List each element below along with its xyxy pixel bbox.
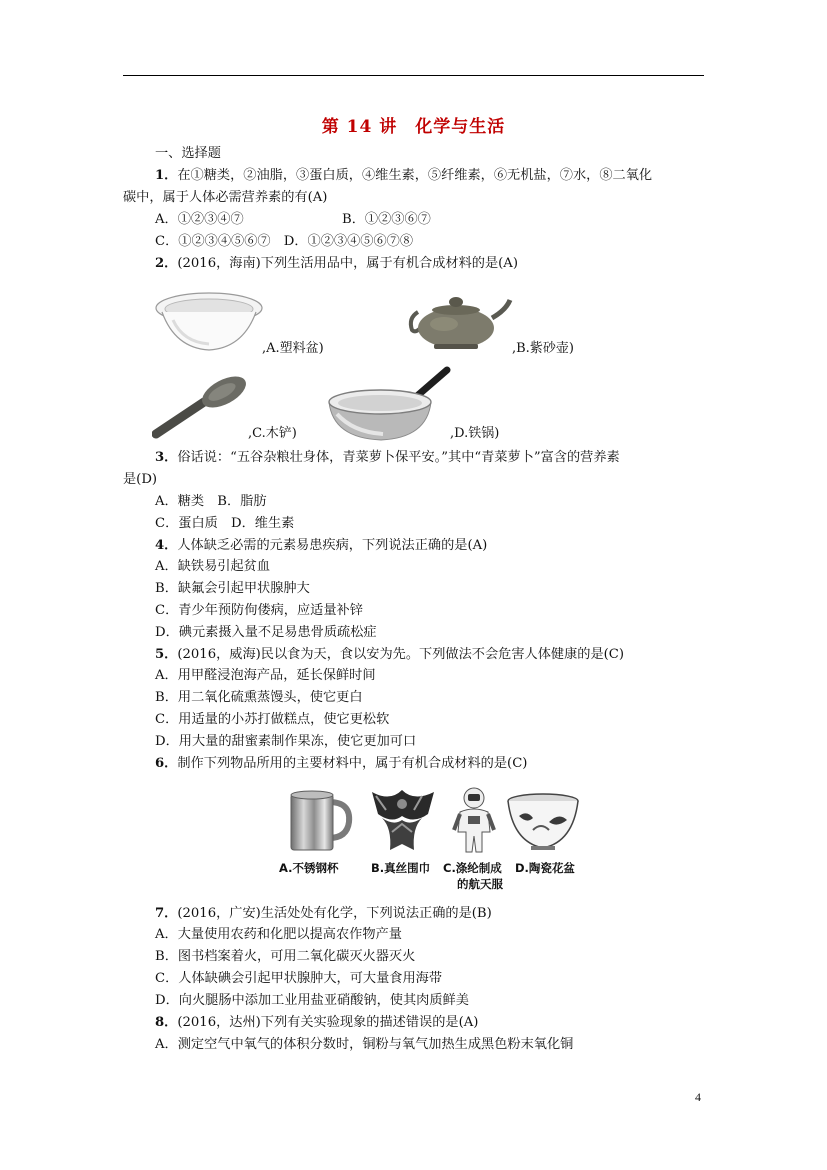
spacesuit-image xyxy=(448,786,500,856)
question-text: (2016，广安)生活处处有化学，下列说法正确的是(B) xyxy=(177,906,492,921)
question-text: 在①糖类，②油脂，③蛋白质，④维生素，⑤纤维素，⑥无机盐，⑦水，⑧二氧化 xyxy=(177,168,653,183)
caption-a: ,A.塑料盆) xyxy=(262,341,324,356)
option-b: B．缺氟会引起甲状腺肿大 xyxy=(155,581,310,596)
wooden-spatula-image xyxy=(152,376,252,440)
caption-c-line2: 的航天服 xyxy=(457,877,503,891)
option-d: D．用大量的甜蜜素制作果冻，使它更加可口 xyxy=(155,734,417,749)
question-3 xyxy=(155,448,620,468)
option-a: A．缺铁易引起贫血 xyxy=(155,559,271,574)
header-rule xyxy=(123,75,704,76)
question-4 xyxy=(155,536,487,556)
option-a: A．①②③④⑦ xyxy=(155,212,244,227)
question-6 xyxy=(155,754,527,774)
stainless-cup-image xyxy=(283,786,363,856)
iron-wok-image xyxy=(323,366,451,444)
question-text: (2016，威海)民以食为天，食以安为先。下列做法不会危害人体健康的是(C) xyxy=(177,647,625,662)
caption-b: ,B.紫砂壶) xyxy=(512,341,574,356)
section-heading: 一、选择题 xyxy=(155,146,221,161)
option-b: B．用二氧化硫熏蒸馒头，使它更白 xyxy=(155,690,363,705)
option-c: C．用适量的小苏打做糕点，使它更松软 xyxy=(155,712,390,727)
caption-b: B.真丝围巾 xyxy=(371,861,431,875)
question-8 xyxy=(155,1013,478,1033)
caption-d: ,D.铁锅) xyxy=(450,426,500,441)
question-number: 8． xyxy=(155,1015,178,1030)
caption-d: D.陶瓷花盆 xyxy=(515,861,575,875)
question-text: (2016，达州)下列有关实验现象的描述错误的是(A) xyxy=(177,1015,479,1030)
question-number: 7． xyxy=(155,906,178,921)
option-a: A．用甲醛浸泡海产品，延长保鲜时间 xyxy=(155,668,376,683)
option-b: B．图书档案着火，可用二氧化碳灭火器灭火 xyxy=(155,949,416,964)
question-7 xyxy=(155,904,492,924)
question-text: 俗话说：“五谷杂粮壮身体，青菜萝卜保平安。”其中“青菜萝卜”富含的营养素 xyxy=(177,450,620,465)
question-1 xyxy=(155,166,652,186)
option-c: C．青少年预防佝偻病，应适量补锌 xyxy=(155,603,363,618)
caption-c: ,C.木铲) xyxy=(248,426,297,441)
option-a: A．测定空气中氧气的体积分数时，铜粉与氧气加热生成黑色粉末氧化铜 xyxy=(155,1037,574,1052)
option-cd: C．①②③④⑤⑥⑦ D．①②③④⑤⑥⑦⑧ xyxy=(155,234,414,249)
page-number: 4 xyxy=(695,1090,701,1104)
option-b: B．①②③⑥⑦ xyxy=(342,212,431,227)
caption-c: C.涤纶制成 xyxy=(443,861,502,875)
option-c: C．人体缺碘会引起甲状腺肿大，可大量食用海带 xyxy=(155,971,443,986)
question-text: 人体缺乏必需的元素易患疾病，下列说法正确的是(A) xyxy=(177,538,488,553)
option-ab: A．糖类 B．脂肪 xyxy=(155,494,267,509)
question-number: 5． xyxy=(155,647,178,662)
page-title: 第 14 讲 化学与生活 xyxy=(321,117,506,137)
question-number: 2． xyxy=(155,256,178,271)
question-number: 1． xyxy=(155,168,178,183)
option-a: A．大量使用农药和化肥以提高农作物产量 xyxy=(155,927,402,942)
caption-a: A.不锈钢杯 xyxy=(279,861,339,875)
option-cd: C．蛋白质 D．维生素 xyxy=(155,516,295,531)
teapot-image xyxy=(404,288,514,354)
plastic-basin-image xyxy=(153,290,265,356)
question-number: 4． xyxy=(155,538,178,553)
question-1-line2: 碳中，属于人体必需营养素的有(A) xyxy=(123,190,328,205)
question-3-line2: 是(D) xyxy=(123,472,158,487)
silk-scarf-image xyxy=(362,784,444,856)
question-text: 制作下列物品所用的主要材料中，属于有机合成材料的是(C) xyxy=(177,756,528,771)
option-d: D．碘元素摄入量不足易患骨质疏松症 xyxy=(155,625,377,640)
question-2 xyxy=(155,254,518,274)
question-text: (2016，海南)下列生活用品中，属于有机合成材料的是(A) xyxy=(177,256,518,271)
option-d: D．向火腿肠中添加工业用盐亚硝酸钠，使其肉质鲜美 xyxy=(155,993,469,1008)
question-number: 3． xyxy=(155,450,178,465)
question-number: 6． xyxy=(155,756,178,771)
ceramic-pot-image xyxy=(505,792,581,854)
question-5 xyxy=(155,645,624,665)
